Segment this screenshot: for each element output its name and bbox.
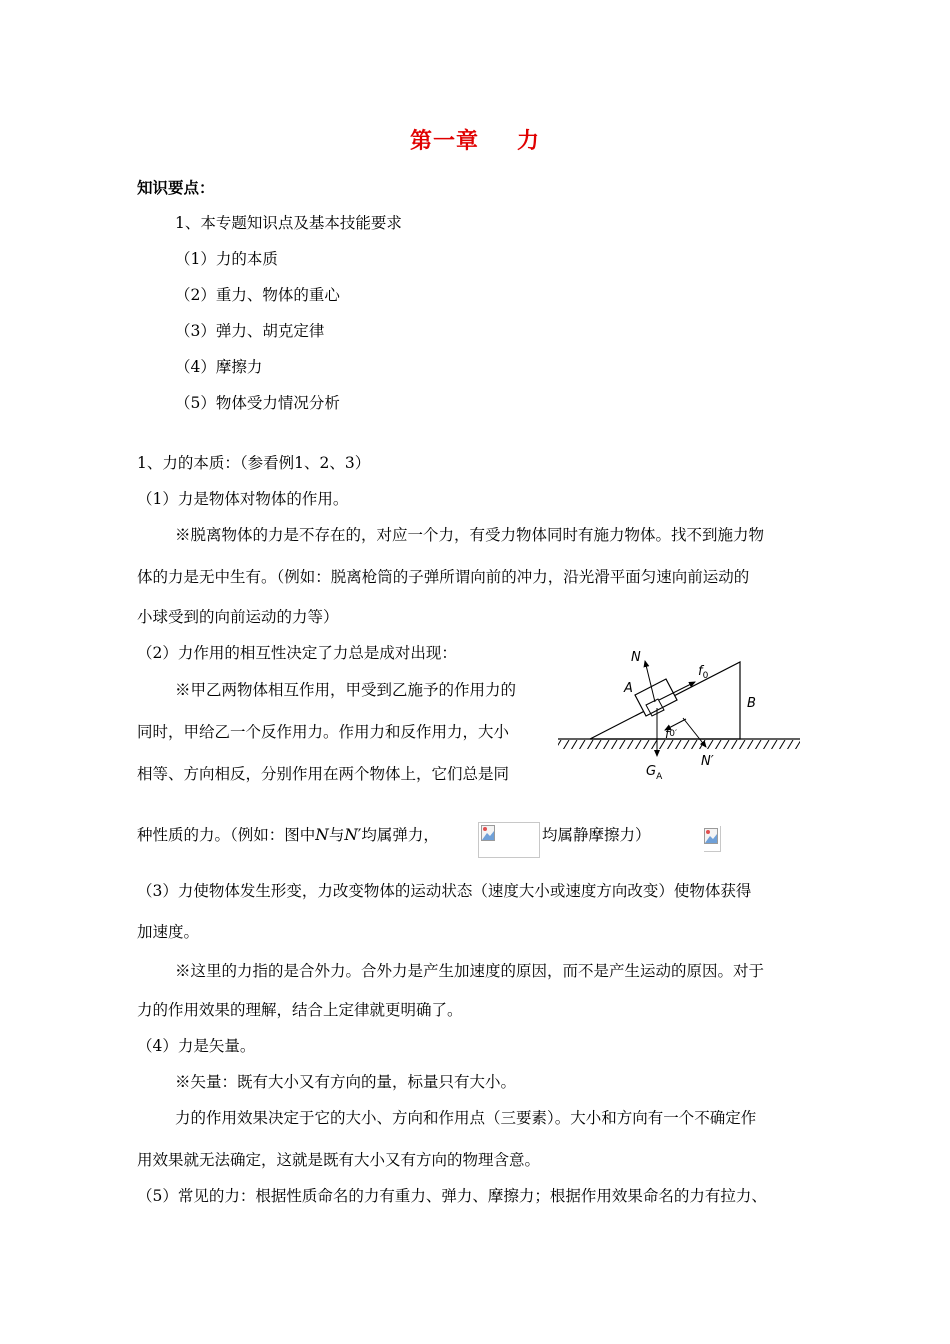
paragraph-4-line: 力的作用效果决定于它的大小、方向和作用点（三要素）。大小和方向有一个不确定作 [175, 1109, 757, 1127]
paragraph-1-line: 小球受到的向前运动的力等） [137, 608, 339, 626]
page-title [0, 124, 950, 155]
incline-force-diagram [555, 640, 815, 790]
paragraph-4-note: ※矢量：既有大小又有方向的量，标量只有大小。 [175, 1073, 517, 1091]
ground-hatching [558, 740, 800, 749]
label-f0-prime: f0′ [665, 727, 678, 741]
broken-image-icon [478, 822, 540, 858]
paragraph-1-line: 体的力是无中生有。（例如：脱离枪筒的子弹所谓向前的冲力，沿光滑平面匀速向前运动的 [137, 568, 750, 586]
symbol-n-prime: N [344, 826, 358, 844]
topic-item: （3）弹力、胡克定律 [175, 322, 325, 340]
paragraph-3-note: ※这里的力指的是合外力。合外力是产生加速度的原因，而不是产生运动的原因。对于 [175, 962, 765, 980]
paragraph-4-line: 用效果就无法确定，这就是既有大小又有方向的物理含意。 [137, 1151, 541, 1169]
paragraph-1-heading: （1）力是物体对物体的作用。 [137, 490, 349, 508]
title-chapter: 第一章 [409, 128, 479, 154]
paragraph-4-heading: （4）力是矢量。 [137, 1037, 256, 1055]
paragraph-5-line: （5）常见的力：根据性质命名的力有重力、弹力、摩擦力；根据作用效果命名的力有拉力、 [137, 1187, 767, 1205]
paragraph-2-line: 同时，甲给乙一个反作用力。作用力和反作用力，大小 [137, 723, 510, 741]
label-n: N [631, 650, 641, 665]
paragraph-2-heading: （2）力作用的相互性决定了力总是成对出现： [137, 644, 457, 662]
topic-item: （5）物体受力情况分析 [175, 394, 340, 412]
paragraph-1-line: ※脱离物体的力是不存在的，对应一个力，有受力物体同时有施力物体。找不到施力物 [175, 526, 765, 544]
paragraph-3-line: （3）力使物体发生形变，力改变物体的运动状态（速度大小或速度方向改变）使物体获得 [137, 882, 752, 900]
image-placeholder-icon [704, 828, 718, 844]
text-segment: 与 [328, 826, 345, 844]
paragraph-3-note: 力的作用效果的理解，结合上定律就更明确了。 [137, 1001, 463, 1019]
label-f0: $f_0$ [698, 664, 709, 681]
image-placeholder-icon [481, 825, 495, 841]
section-1-heading: 1、力的本质：（参看例1、2、3） [137, 454, 371, 472]
text-segment: 种性质的力。（例如：图中 [137, 826, 316, 844]
topic-item: （2）重力、物体的重心 [175, 286, 340, 304]
paragraph-3-line: 加速度。 [137, 923, 200, 941]
paragraph-2-last-line [137, 825, 439, 845]
section-label: 知识要点： [137, 178, 215, 197]
text-segment: ′均属弹力， [357, 826, 439, 844]
topic-item: （1）力的本质 [175, 250, 278, 268]
label-b: B [747, 696, 756, 711]
paragraph-2-last-end: 均属静摩擦力） [542, 826, 651, 844]
paragraph-2-line: 相等、方向相反，分别作用在两个物体上，它们总是同 [137, 765, 510, 783]
topic-heading: 1、本专题知识点及基本技能要求 [175, 214, 402, 232]
block-a [635, 679, 677, 716]
title-subject: 力 [517, 128, 541, 154]
broken-image-icon [704, 826, 721, 852]
label-a: A [624, 681, 633, 696]
topic-item: （4）摩擦力 [175, 358, 263, 376]
paragraph-2-line: ※甲乙两物体相互作用，甲受到乙施予的作用力的 [175, 681, 517, 699]
symbol-n: N [315, 826, 329, 844]
label-n-prime: N′ [701, 754, 714, 769]
label-g: $G_A$ [646, 764, 663, 782]
